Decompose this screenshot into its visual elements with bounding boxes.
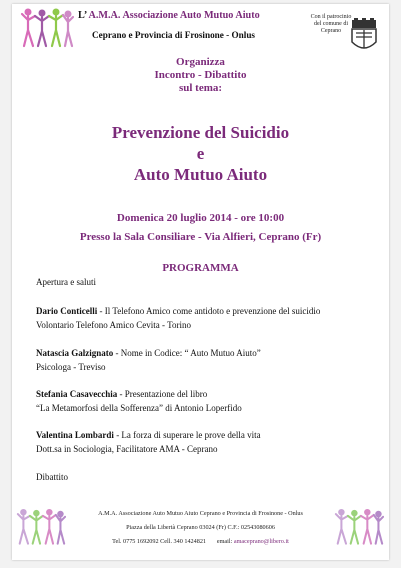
topic-line-3: Auto Mutuo Aiuto: [133, 165, 268, 184]
programma-title: PROGRAMMA: [162, 262, 239, 274]
speaker-2-role: Psicologa - Treviso: [36, 362, 106, 372]
speaker-3-role: “La Metamorfosi della Sofferenza” di Antonio Loperfido: [36, 403, 242, 413]
topic-line-1: Prevenzione del Suicidio: [111, 123, 290, 142]
speaker-4-name: Valentina Lombardi: [36, 430, 114, 440]
speaker-4-talk: - La forza di superare le prove della vita: [113, 430, 261, 440]
event-date: Domenica 20 luglio 2014 - ore 10:00: [116, 212, 285, 224]
footer-email-label: email:: [216, 538, 234, 545]
programma-closing: Dibattito: [36, 472, 68, 482]
intro-incontro: Incontro - Dibattito: [154, 69, 247, 81]
header-title-main: A.M.A. Associazione Auto Mutuo Aiuto: [88, 10, 260, 21]
flyer-page: [12, 4, 389, 560]
patronage-note: Con il patrocinio del comune di Ceprano: [310, 14, 352, 34]
header-title-prefix: L’: [78, 10, 89, 21]
speaker-1-talk: - Il Telefono Amico come antidoto e prevenzione del suicidio: [97, 306, 321, 316]
topic-line-2: e: [196, 144, 205, 163]
speaker-2-name: Natascia Galzignato: [36, 348, 114, 358]
programma-opening: Apertura e saluti: [36, 277, 96, 287]
speaker-1-role: Volontario Telefono Amico Cevita - Torino: [36, 320, 191, 330]
footer-contacts: [12, 538, 389, 545]
speaker-3-talk: - Presentazione del libro: [117, 389, 208, 399]
event-place: Presso la Sala Consiliare - Via Alfieri, Ceprano (Fr): [79, 231, 322, 243]
footer-phone: Tel. 0775 1692092 Cell. 340 1424821: [112, 538, 207, 545]
speaker-4-role: Dott.sa in Sociologia, Facilitatore AMA - Ceprano: [36, 444, 218, 454]
speaker-1: [36, 304, 376, 332]
speaker-3: [36, 387, 376, 415]
intro-tema: sul tema:: [178, 82, 223, 94]
speaker-3-name: Stefania Casavecchia: [36, 389, 118, 399]
ama-figures-logo: [20, 6, 74, 50]
speaker-2: [36, 346, 376, 374]
footer-address: Piazza della Libertà Ceprano 03024 (Fr) C.F.: 02543080606: [126, 524, 275, 531]
footer-association: A.M.A. Associazione Auto Mutuo Aiuto Ceprano e Provincia di Frosinone - Onlus: [98, 510, 303, 517]
header-title: [78, 10, 308, 21]
speaker-1-name: Dario Conticelli: [36, 306, 98, 316]
header-subtitle: Ceprano e Provincia di Frosinone - Onlus: [92, 30, 256, 40]
intro-organizza: Organizza: [176, 56, 225, 68]
speaker-4: [36, 428, 376, 456]
footer-email-link[interactable]: amaceprano@libero.it: [233, 538, 289, 545]
ceprano-crest-icon: [350, 18, 378, 59]
speaker-2-talk: - Nome in Codice: “ Auto Mutuo Aiuto”: [113, 348, 261, 358]
